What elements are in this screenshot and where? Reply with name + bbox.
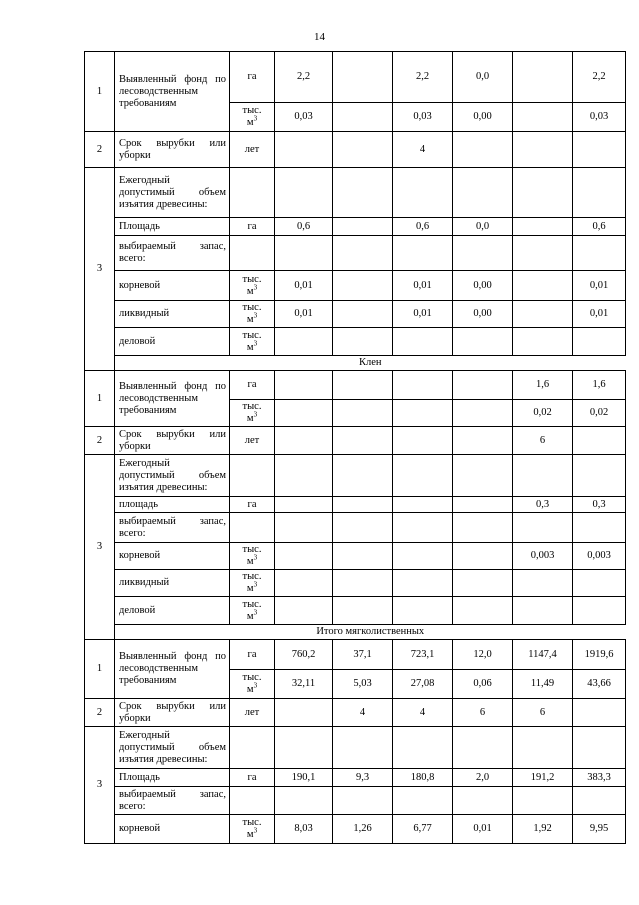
table-row [85, 218, 626, 236]
value-cell: 0,01 [573, 301, 626, 328]
value-cell [275, 497, 333, 513]
value-cell [333, 513, 393, 543]
value-cell [513, 455, 573, 497]
row-description: Срок вырубки или уборки [115, 132, 230, 168]
table-row [85, 815, 626, 844]
row-description: деловой [115, 597, 230, 625]
value-cell: 0,01 [573, 271, 626, 301]
unit-cell [230, 236, 275, 271]
value-cell: 4 [393, 132, 453, 168]
value-cell [513, 218, 573, 236]
unit-cell: лет [230, 427, 275, 455]
table-row [85, 543, 626, 570]
value-cell [393, 371, 453, 400]
value-cell [513, 103, 573, 132]
value-cell [275, 787, 333, 815]
row-description: Срок вырубки или уборки [115, 699, 230, 727]
value-cell [275, 597, 333, 625]
value-cell: 0,01 [453, 815, 513, 844]
value-cell [333, 52, 393, 103]
value-cell [573, 132, 626, 168]
value-cell: 0,03 [393, 103, 453, 132]
unit-cell: тыс. $м^3$ [230, 597, 275, 625]
row-description: Выявленный фонд по лесоводственным требованиям [115, 640, 230, 699]
value-cell [275, 168, 333, 218]
value-cell [393, 513, 453, 543]
value-cell: 0,0 [453, 218, 513, 236]
unit-cell [230, 455, 275, 497]
value-cell [453, 455, 513, 497]
table-row [85, 597, 626, 625]
value-cell: 2,0 [453, 769, 513, 787]
unit-cell: тыс. $м^3$ [230, 103, 275, 132]
table-row [85, 371, 626, 400]
value-cell [275, 543, 333, 570]
value-cell: 6 [513, 699, 573, 727]
value-cell [573, 787, 626, 815]
value-cell [513, 597, 573, 625]
unit-cell [230, 513, 275, 543]
value-cell [333, 787, 393, 815]
value-cell: 27,08 [393, 670, 453, 699]
value-cell [513, 236, 573, 271]
row-number: 2 [85, 132, 115, 168]
value-cell [453, 236, 513, 271]
value-cell [275, 328, 333, 356]
value-cell [275, 455, 333, 497]
unit-cell: тыс. $м^3$ [230, 400, 275, 427]
value-cell [333, 271, 393, 301]
value-cell: 0,6 [393, 218, 453, 236]
value-cell: 43,66 [573, 670, 626, 699]
value-cell [333, 328, 393, 356]
value-cell: 0,003 [513, 543, 573, 570]
value-cell: 0,01 [393, 301, 453, 328]
unit-cell: лет [230, 132, 275, 168]
value-cell [393, 597, 453, 625]
value-cell [573, 427, 626, 455]
value-cell: 8,03 [275, 815, 333, 844]
unit-cell: тыс. $м^3$ [230, 670, 275, 699]
section-header: Клен [85, 356, 626, 371]
table-row [85, 769, 626, 787]
value-cell [393, 427, 453, 455]
value-cell: 0,00 [453, 271, 513, 301]
timber-table [84, 51, 626, 844]
unit-cell: га [230, 52, 275, 103]
table-row [85, 497, 626, 513]
table-row [85, 236, 626, 271]
value-cell: 6,77 [393, 815, 453, 844]
unit-cell [230, 727, 275, 769]
value-cell: 0,00 [453, 301, 513, 328]
value-cell [453, 513, 513, 543]
value-cell [393, 168, 453, 218]
value-cell: 1147,4 [513, 640, 573, 670]
value-cell [333, 543, 393, 570]
value-cell [453, 400, 513, 427]
row-number: 3 [85, 727, 115, 844]
unit-cell: га [230, 769, 275, 787]
value-cell [573, 597, 626, 625]
value-cell [275, 570, 333, 597]
value-cell: 0,01 [393, 271, 453, 301]
table-row [85, 328, 626, 356]
value-cell: 0,03 [573, 103, 626, 132]
value-cell: 4 [393, 699, 453, 727]
value-cell [513, 271, 573, 301]
value-cell: 0,01 [275, 271, 333, 301]
row-description: ликвидный [115, 570, 230, 597]
value-cell [333, 132, 393, 168]
value-cell [333, 400, 393, 427]
value-cell: 0,02 [573, 400, 626, 427]
row-description: выбираемый запас, всего: [115, 513, 230, 543]
value-cell [513, 570, 573, 597]
value-cell: 37,1 [333, 640, 393, 670]
value-cell: 0,02 [513, 400, 573, 427]
value-cell [513, 727, 573, 769]
value-cell [393, 543, 453, 570]
value-cell: 760,2 [275, 640, 333, 670]
table-row [85, 271, 626, 301]
value-cell: 1,6 [573, 371, 626, 400]
value-cell: 1,92 [513, 815, 573, 844]
value-cell: 9,3 [333, 769, 393, 787]
row-description: Срок вырубки или уборки [115, 427, 230, 455]
row-description: корневой [115, 543, 230, 570]
unit-cell: га [230, 371, 275, 400]
value-cell [513, 132, 573, 168]
value-cell: 723,1 [393, 640, 453, 670]
value-cell [333, 301, 393, 328]
value-cell [453, 168, 513, 218]
value-cell [393, 328, 453, 356]
unit-cell: тыс. $м^3$ [230, 271, 275, 301]
value-cell: 1919,6 [573, 640, 626, 670]
value-cell [393, 497, 453, 513]
row-description: корневой [115, 815, 230, 844]
value-cell [453, 132, 513, 168]
row-description: выбираемый запас, всего: [115, 236, 230, 271]
value-cell [453, 543, 513, 570]
value-cell [333, 455, 393, 497]
value-cell [453, 597, 513, 625]
unit-cell: га [230, 640, 275, 670]
value-cell: 383,3 [573, 769, 626, 787]
value-cell [393, 400, 453, 427]
value-cell [393, 455, 453, 497]
value-cell [333, 236, 393, 271]
value-cell: 0,0 [453, 52, 513, 103]
value-cell: 190,1 [275, 769, 333, 787]
value-cell: 1,26 [333, 815, 393, 844]
value-cell: 0,3 [573, 497, 626, 513]
value-cell: 5,03 [333, 670, 393, 699]
row-number: 1 [85, 371, 115, 427]
row-description: Выявленный фонд по лесоводственным требованиям [115, 52, 230, 132]
value-cell: 2,2 [573, 52, 626, 103]
unit-cell: тыс. $м^3$ [230, 301, 275, 328]
value-cell [513, 787, 573, 815]
value-cell [275, 513, 333, 543]
value-cell [333, 103, 393, 132]
value-cell [573, 570, 626, 597]
value-cell [275, 727, 333, 769]
value-cell: 0,00 [453, 103, 513, 132]
value-cell [453, 787, 513, 815]
value-cell: 2,2 [393, 52, 453, 103]
section-header: Итого мягколиственных [85, 625, 626, 640]
unit-cell [230, 168, 275, 218]
value-cell [513, 168, 573, 218]
table-row [85, 168, 626, 218]
value-cell [333, 427, 393, 455]
value-cell: 6 [453, 699, 513, 727]
unit-cell: га [230, 218, 275, 236]
row-description: Выявленный фонд по лесоводственным требованиям [115, 371, 230, 427]
value-cell: 4 [333, 699, 393, 727]
unit-cell: тыс. $м^3$ [230, 815, 275, 844]
value-cell [393, 570, 453, 597]
value-cell [393, 727, 453, 769]
value-cell: 0,06 [453, 670, 513, 699]
value-cell [573, 727, 626, 769]
value-cell [453, 727, 513, 769]
row-description: корневой [115, 271, 230, 301]
unit-cell [230, 787, 275, 815]
row-description: ликвидный [115, 301, 230, 328]
table-row [85, 513, 626, 543]
value-cell [333, 168, 393, 218]
value-cell [573, 513, 626, 543]
table-row [85, 132, 626, 168]
value-cell [573, 168, 626, 218]
row-description: Площадь [115, 769, 230, 787]
table-row [85, 787, 626, 815]
value-cell: 2,2 [275, 52, 333, 103]
value-cell [275, 699, 333, 727]
value-cell: 9,95 [573, 815, 626, 844]
row-description: Ежегодный допустимый объем изъятия древесины: [115, 455, 230, 497]
value-cell [453, 328, 513, 356]
value-cell [333, 570, 393, 597]
table-row [85, 52, 626, 103]
table-row [85, 640, 626, 670]
table-row [85, 570, 626, 597]
unit-cell: тыс. $м^3$ [230, 543, 275, 570]
value-cell: 1,6 [513, 371, 573, 400]
value-cell: 191,2 [513, 769, 573, 787]
unit-cell: тыс. $м^3$ [230, 328, 275, 356]
value-cell: 0,6 [573, 218, 626, 236]
unit-cell: тыс. $м^3$ [230, 570, 275, 597]
value-cell [333, 371, 393, 400]
row-description: Ежегодный допустимый объем изъятия древесины: [115, 727, 230, 769]
value-cell [333, 497, 393, 513]
value-cell [393, 236, 453, 271]
value-cell [453, 570, 513, 597]
row-description: Ежегодный допустимый объем изъятия древесины: [115, 168, 230, 218]
value-cell [453, 371, 513, 400]
unit-cell: га [230, 497, 275, 513]
value-cell [513, 328, 573, 356]
value-cell: 32,11 [275, 670, 333, 699]
value-cell [573, 328, 626, 356]
value-cell [333, 727, 393, 769]
value-cell [275, 400, 333, 427]
row-description: выбираемый запас, всего: [115, 787, 230, 815]
table-row [85, 727, 626, 769]
unit-cell: лет [230, 699, 275, 727]
value-cell: 11,49 [513, 670, 573, 699]
row-description: Площадь [115, 218, 230, 236]
value-cell: 0,01 [275, 301, 333, 328]
table-row [85, 427, 626, 455]
value-cell: 12,0 [453, 640, 513, 670]
row-description: площадь [115, 497, 230, 513]
value-cell [275, 236, 333, 271]
value-cell [513, 301, 573, 328]
value-cell [513, 513, 573, 543]
row-number: 1 [85, 52, 115, 132]
value-cell: 0,3 [513, 497, 573, 513]
value-cell: 0,03 [275, 103, 333, 132]
table-row [85, 455, 626, 497]
value-cell [333, 218, 393, 236]
value-cell [393, 787, 453, 815]
row-number: 3 [85, 455, 115, 640]
row-number: 2 [85, 699, 115, 727]
row-number: 2 [85, 427, 115, 455]
value-cell [513, 52, 573, 103]
value-cell: 0,6 [275, 218, 333, 236]
value-cell [453, 497, 513, 513]
value-cell [453, 427, 513, 455]
row-description: деловой [115, 328, 230, 356]
value-cell [573, 699, 626, 727]
page-number: 14 [314, 31, 325, 43]
table-row [85, 301, 626, 328]
row-number: 1 [85, 640, 115, 699]
value-cell: 6 [513, 427, 573, 455]
value-cell [573, 236, 626, 271]
table-row [85, 699, 626, 727]
value-cell [333, 597, 393, 625]
value-cell [573, 455, 626, 497]
value-cell [275, 132, 333, 168]
value-cell [275, 371, 333, 400]
value-cell: 180,8 [393, 769, 453, 787]
value-cell [275, 427, 333, 455]
value-cell: 0,003 [573, 543, 626, 570]
row-number: 3 [85, 168, 115, 371]
